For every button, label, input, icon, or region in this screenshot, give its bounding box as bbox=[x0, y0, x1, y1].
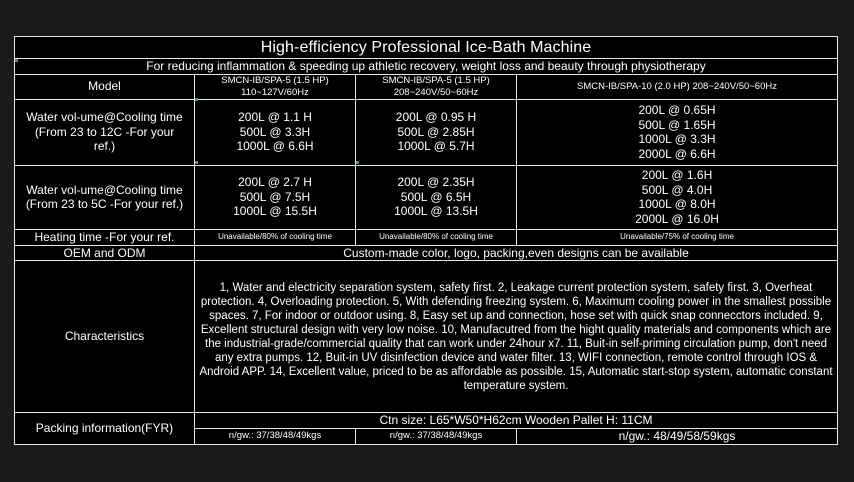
cooling5-row bbox=[15, 165, 838, 229]
model-col1 bbox=[195, 74, 356, 99]
model-row bbox=[15, 74, 838, 99]
model-col1-line2: 110~127V/60Hz bbox=[241, 86, 309, 98]
spec-table bbox=[14, 36, 838, 445]
model-col3: SMCN-IB/SPA-10 (2.0 HP) 208~240V/50~60Hz bbox=[517, 74, 838, 99]
cooling12-label bbox=[15, 99, 195, 165]
heating-label: Heating time -For your ref. bbox=[15, 229, 195, 245]
characteristics-row bbox=[15, 261, 838, 413]
cooling5-label bbox=[15, 165, 195, 229]
model-col1-line1: SMCN-IB/SPA-5 (1.5 HP) bbox=[221, 75, 329, 87]
cooling5-col3 bbox=[517, 165, 838, 229]
characteristics-label: Characteristics bbox=[15, 261, 195, 413]
cooling5-label-line1: Water vol-ume@Cooling time bbox=[26, 182, 183, 197]
cooling12-col1 bbox=[195, 99, 356, 165]
cooling5-col3-v4: 2000L @ 16.0H bbox=[635, 211, 719, 226]
heating-row bbox=[15, 229, 838, 245]
oem-label: OEM and ODM bbox=[15, 245, 195, 261]
cell-marker bbox=[195, 98, 198, 101]
heating-col1: Unavailable/80% of cooling time bbox=[195, 229, 356, 245]
cooling5-col1 bbox=[195, 165, 356, 229]
oem-row bbox=[15, 245, 838, 261]
cooling12-col3-v2: 500L @ 1.65H bbox=[638, 117, 716, 132]
cooling5-col3-v3: 1000L @ 8.0H bbox=[638, 197, 716, 212]
cooling12-col3-v3: 1000L @ 3.3H bbox=[638, 132, 716, 147]
cooling5-col1-v2: 500L @ 7.5H bbox=[239, 189, 311, 204]
cooling5-col2-v2: 500L @ 6.5H bbox=[400, 189, 472, 204]
cooling5-col1-v1: 200L @ 2.7 H bbox=[238, 175, 312, 190]
cooling12-col1-v2: 500L @ 3.3H bbox=[239, 124, 311, 139]
cooling12-col3-v4: 2000L @ 6.6H bbox=[638, 146, 716, 161]
cooling5-col2 bbox=[356, 165, 517, 229]
cooling12-label-line1: Water vol-ume@Cooling time bbox=[26, 110, 183, 125]
cell-marker bbox=[356, 161, 359, 164]
heating-col2: Unavailable/80% of cooling time bbox=[356, 229, 517, 245]
model-col2-line2: 208~240V/50~60Hz bbox=[393, 86, 479, 98]
page-subtitle: For reducing inflammation & speeding up athletic recovery, weight loss and beauty through physiotherapy bbox=[15, 59, 838, 75]
oem-value: Custom-made color, logo, packing,even designs can be available bbox=[195, 245, 838, 261]
cooling12-col1-v3: 1000L @ 6.6H bbox=[236, 139, 314, 154]
model-label: Model bbox=[15, 74, 195, 99]
cooling12-col2-v2: 500L @ 2.85H bbox=[397, 124, 475, 139]
title-row bbox=[15, 37, 838, 59]
packing-size: Ctn size: L65*W50*H62cm Wooden Pallet H: 11CM bbox=[195, 413, 838, 429]
cooling5-col3-v1: 200L @ 1.6H bbox=[641, 167, 713, 182]
packing-col2: n/gw.: 37/38/48/49kgs bbox=[356, 428, 517, 444]
packing-col3: n/gw.: 48/49/58/59kgs bbox=[517, 428, 838, 444]
packing-col1: n/gw.: 37/38/48/49kgs bbox=[195, 428, 356, 444]
cooling12-col2-v1: 200L @ 0.95 H bbox=[395, 110, 477, 125]
characteristics-text: 1, Water and electricity separation system, safety first. 2, Leakage current protection system, safety first. 3, Overheat protection. 4, Overloading protection. 5, With defending freezing system. 6, Maximum cooling power in the smallest possible spaces. 7, For indoor or outdoor using. 8, Easy set up and connection, hose set with quick snap connecctors included. 9, Excellent structural design with very low noise. 10, Manufacutred from the hight quality materials and components which are the industrial-grade/commercial quality that can work under 24hour x7. 11, Buit-in self-priming circulation pump, don't need any extra pumps. 12, Buit-in UV disinfection device and water filter. 13, WIFI connection, remote control through IOS & Android APP. 14, Excellent value, priced to be as affordable as possible. 15, Automatic start-stop system, automatic constant temperature system. bbox=[195, 261, 838, 413]
cooling12-col2-v3: 1000L @ 5.7H bbox=[397, 139, 475, 154]
cooling12-col1-v1: 200L @ 1.1 H bbox=[238, 110, 312, 125]
cooling12-col2 bbox=[356, 99, 517, 165]
cooling5-col1-v3: 1000L @ 15.5H bbox=[233, 204, 317, 219]
packing-label: Packing information(FYR) bbox=[15, 413, 195, 444]
model-col2 bbox=[356, 74, 517, 99]
cooling12-col3 bbox=[517, 99, 838, 165]
cooling12-row bbox=[15, 99, 838, 165]
cooling12-col3-v1: 200L @ 0.65H bbox=[638, 102, 716, 117]
cooling5-col2-v1: 200L @ 2.35H bbox=[397, 175, 475, 190]
cooling12-label-line2: (From 23 to 12C -For your bbox=[34, 124, 175, 139]
page-title: High-efficiency Professional Ice-Bath Machine bbox=[15, 37, 838, 59]
heating-col3: Unavailable/75% of cooling time bbox=[517, 229, 838, 245]
subtitle-row bbox=[15, 59, 838, 75]
cooling12-label-line3: ref.) bbox=[93, 139, 116, 154]
cell-marker bbox=[195, 161, 198, 164]
cooling5-label-line2: (From 23 to 5C -For your ref.) bbox=[25, 197, 184, 212]
model-col2-line1: SMCN-IB/SPA-5 (1.5 HP) bbox=[382, 75, 490, 87]
packing-size-row bbox=[15, 413, 838, 429]
cooling5-col2-v3: 1000L @ 13.5H bbox=[394, 204, 478, 219]
cooling5-col3-v2: 500L @ 4.0H bbox=[641, 182, 713, 197]
cell-marker bbox=[15, 59, 18, 62]
